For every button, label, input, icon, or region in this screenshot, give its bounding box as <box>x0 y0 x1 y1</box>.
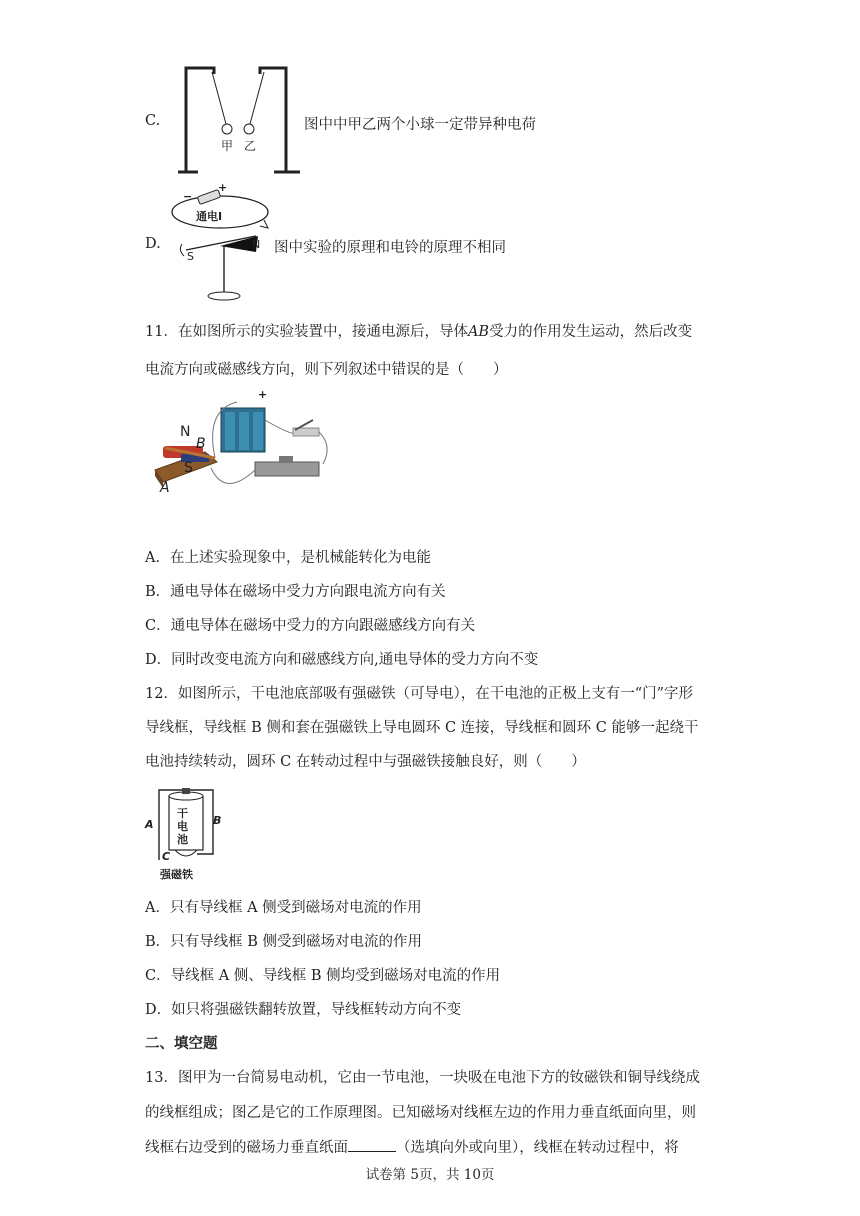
q12-option-d: D．如只将强磁铁翻转放置，导线框转动方向不变 <box>145 1002 462 1018</box>
q12-stem-line-2: 导线框，导线框 B 侧和套在强磁铁上导电圆环 C 连接，导线框和圆环 C 能够一起绕干 <box>145 720 699 736</box>
option-d-letter: D. <box>145 236 161 252</box>
homopolar-motor-figure <box>145 782 235 866</box>
q11-stem-line-1: 11．在如图所示的实验装置中，接通电源后，导体AB受力的作用发生运动，然后改变 <box>145 324 693 340</box>
ring-c-label: C <box>162 850 171 863</box>
q12-stem-line-1: 12．如图所示，干电池底部吸有强磁铁（可导电），在干电池的正极上支有一“门”字形 <box>145 686 694 702</box>
q12-stem-line-3: 电池持续转动，圆环 C 在转动过程中与强磁铁接触良好，则（ ） <box>145 754 586 770</box>
battery-plus-label: + <box>258 388 268 401</box>
conductor-b-label: B <box>196 436 206 452</box>
terminal-minus-label: − <box>183 190 193 203</box>
q13-stem-line-1: 13．图甲为一台简易电动机，它由一节电池，一块吸在电池下方的钕磁铁和铜导线绕成 <box>145 1070 700 1086</box>
magnet-n-label: N <box>180 424 191 440</box>
q11-option-a: A．在上述实验现象中，是机械能转化为电能 <box>145 550 431 566</box>
q13-stem-line-2: 的线框组成；图乙是它的工作原理图。已知磁场对线框左边的作用力垂直纸面向里，则 <box>145 1105 696 1121</box>
needle-s-label: S <box>187 250 194 263</box>
q12-option-a: A．只有导线框 A 侧受到磁场对电流的作用 <box>145 900 422 916</box>
current-label: 通电I <box>196 210 223 223</box>
option-c-letter: C. <box>145 113 161 129</box>
ball-label-yi: 乙 <box>244 139 257 153</box>
option-c-text: 图中中甲乙两个小球一定带异种电荷 <box>304 117 536 133</box>
answer-blank[interactable] <box>348 1139 396 1152</box>
q11-option-d: D．同时改变电流方向和磁感线方向,通电导体的受力方向不变 <box>145 652 539 668</box>
frame-b-label: B <box>213 814 222 827</box>
battery-label-gan: 干 <box>177 807 188 820</box>
battery-label-dian: 电 <box>177 820 188 833</box>
page-footer: 试卷第 5页，共 10页 <box>365 1167 495 1183</box>
charged-balls-figure <box>178 62 304 180</box>
ball-label-jia: 甲 <box>221 139 234 153</box>
motor-principle-figure <box>145 390 335 495</box>
q13-stem-line-3: 线框右边受到的磁场力垂直纸面 （选填向外或向里），线框在转动过程中，将 <box>145 1140 679 1156</box>
terminal-plus-label: + <box>218 181 228 194</box>
magnet-caption: 强磁铁 <box>160 868 193 881</box>
q11-option-b: B．通电导体在磁场中受力方向跟电流方向有关 <box>145 584 446 600</box>
magnet-s-label: S <box>184 460 193 476</box>
battery-label-chi: 池 <box>177 833 188 846</box>
conductor-a-label: A <box>160 480 170 496</box>
q12-option-c: C．导线框 A 侧、导线框 B 侧均受到磁场对电流的作用 <box>145 968 501 984</box>
section-title: 二、填空题 <box>145 1036 218 1052</box>
needle-n-label: N <box>252 238 261 251</box>
q12-option-b: B．只有导线框 B 侧受到磁场对电流的作用 <box>145 934 423 950</box>
q11-stem-line-2: 电流方向或磁感线方向，则下列叙述中错误的是（ ） <box>145 362 508 378</box>
frame-a-label: A <box>145 818 154 831</box>
q11-option-c: C．通电导体在磁场中受力的方向跟磁感线方向有关 <box>145 618 476 634</box>
option-d-text: 图中实验的原理和电铃的原理不相同 <box>274 240 506 256</box>
